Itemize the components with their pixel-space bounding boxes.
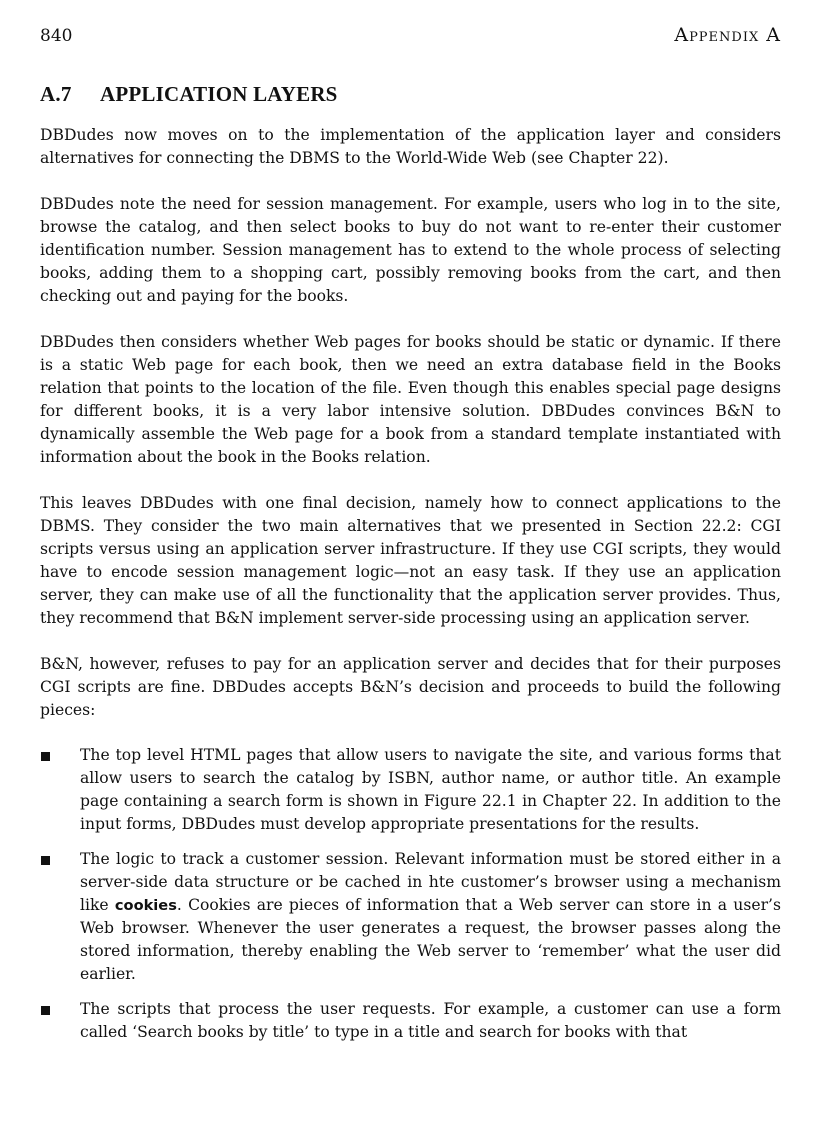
paragraph-final-decision: This leaves DBDudes with one final decision, namely how to connect applications to the DBMS. They consider the two main alternatives that we presented in Section 22.2: CGI scripts versus using an application server infrastructure. If they use CGI scripts, they would have to encode session management logic—not an easy task. If they use an application server, they can make use of all the functionality that the application server provides. Thus, they recommend that B&N implement server-side processing using an application server. [40, 494, 781, 627]
list-item-text: The scripts that process the user requests. For example, a customer can use a form called ‘Search books by title’ to type in a title and search for books with that [80, 1000, 781, 1041]
cookies-term: cookies [114, 897, 177, 914]
book-page [40, 20, 781, 1044]
square-bullet-icon [41, 1006, 50, 1015]
paragraph-static-dynamic: DBDudes then considers whether Web pages for books should be static or dynamic. If there is a static Web page for each book, then we need an extra database field in the Books relation that points to the location of the file. Even though this enables special page designs for different books, it is a very labor intensive solution. DBDudes convinces B&N to dynamically assemble the Web page for a book from a standard template instantiated with information about the book in the Books relation. [40, 333, 781, 466]
list-item-text-start: The logic to track a customer session. Relevant information must be stored either in a server-side data structure or be cached in hte customer’s browser using a mechanism like [80, 850, 781, 914]
running-head [40, 20, 781, 50]
paragraph-cgi-choice: B&N, however, refuses to pay for an application server and decides that for their purposes CGI scripts are fine. DBDudes accepts B&N’s decision and proceeds to build the following pieces: [40, 655, 781, 719]
square-bullet-icon [41, 856, 50, 865]
paragraph-session-management: DBDudes note the need for session management. For example, users who log in to the site, browse the catalog, and then select books to buy do not want to re-enter their customer identification number. Session management has to extend to the whole process of selecting books, adding them to a shopping cart, possibly removing books from the cart, and then checking out and paying for the books. [40, 195, 781, 305]
list-item-text: The top level HTML pages that allow users to navigate the site, and various forms that allow users to search the catalog by ISBN, author name, or author title. An example page containing a search form is shown in Figure 22.1 in Chapter 22. In addition to the input forms, DBDudes must develop appropriate presentations for the results. [80, 746, 781, 833]
section-number: A.7 [40, 82, 72, 106]
section-heading [40, 82, 781, 106]
section-title: APPLICATION LAYERS [100, 82, 338, 106]
list-item-scripts [40, 998, 781, 1044]
pieces-list [40, 744, 781, 1044]
chapter-label: Appendix A [674, 24, 781, 46]
list-item-html-pages [40, 744, 781, 836]
list-item-session-logic [40, 848, 781, 986]
list-item-text-end: . Cookies are pieces of information that a Web server can store in a user’s Web browser. Whenever the user generates a request, the browser passes along the stored information, thereby enabling the Web server to ‘remember’ what the user did earlier. [80, 896, 781, 983]
paragraph-intro: DBDudes now moves on to the implementation of the application layer and considers alternatives for connecting the DBMS to the World-Wide Web (see Chapter 22). [40, 126, 781, 167]
square-bullet-icon [41, 752, 50, 761]
page-number: 840 [40, 26, 73, 46]
